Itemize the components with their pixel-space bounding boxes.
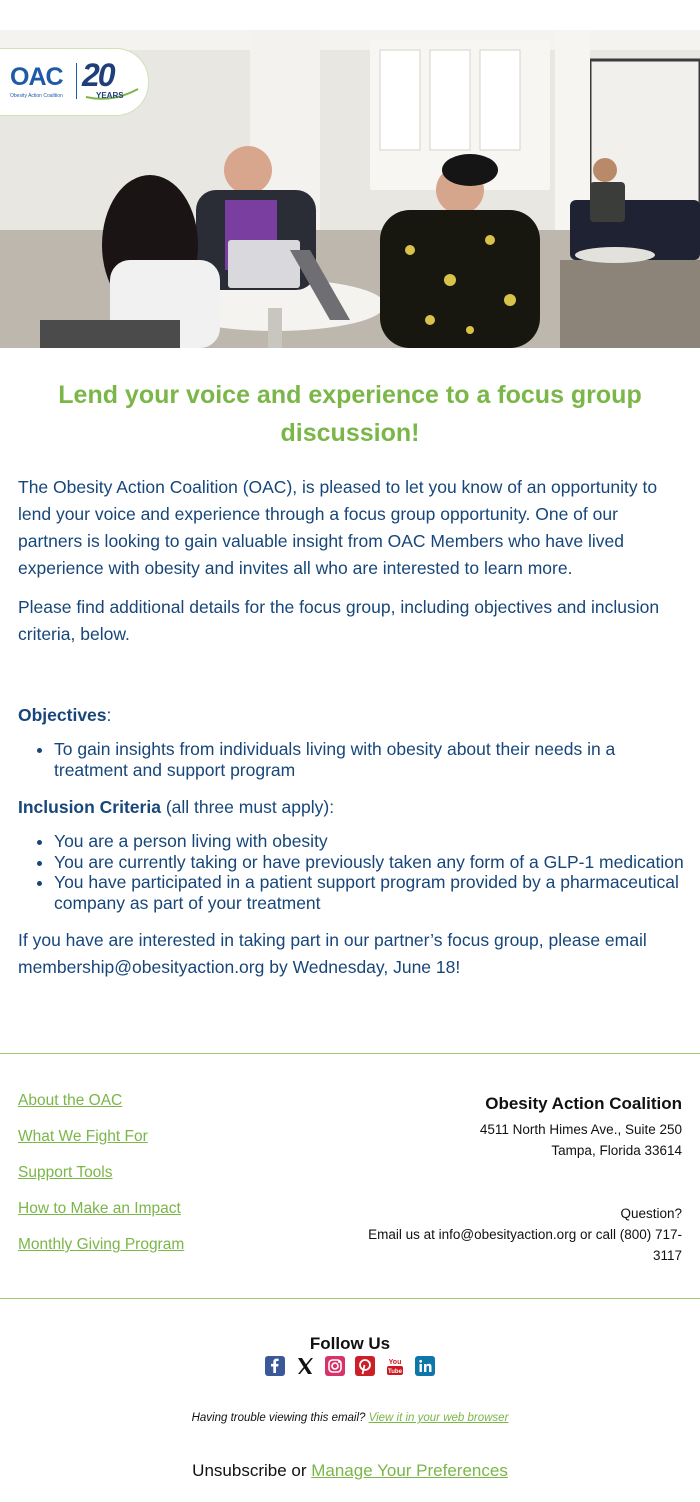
- org-name: Obesity Action Coalition: [485, 1094, 682, 1113]
- list-item: • You are a person living with obesity: [54, 831, 686, 852]
- list-item: • You have participated in a patient support program provided by a pharmaceutical company as part of your treatment: [54, 872, 686, 913]
- unsubscribe-or: or: [286, 1461, 312, 1480]
- inclusion-label: Inclusion Criteria: [18, 797, 161, 817]
- objectives-list: [18, 739, 686, 780]
- linkedin-icon[interactable]: [415, 1356, 435, 1376]
- intro-paragraph: The Obesity Action Coalition (OAC), is pleased to let you know of an opportunity to lend your voice and experience through a focus group opportunity. One of our partners is looking to gain valuable insight from OAC Members who have lived experience with obesity and invites all who are interested to learn more.: [18, 477, 658, 578]
- svg-text:Tube: Tube: [388, 1369, 402, 1375]
- address-line-1: 4511 North Himes Ave., Suite 250: [479, 1122, 682, 1137]
- logo-anniversary-number: 20: [82, 57, 114, 93]
- instagram-icon[interactable]: [325, 1356, 345, 1376]
- footer-link-monthly-giving[interactable]: Monthly Giving Program: [18, 1236, 185, 1253]
- social-divider: [0, 1298, 700, 1299]
- logo-subtitle: Obesity Action Coalition: [10, 93, 63, 99]
- cta-text-before: If you have are interested in taking part in our partner’s focus group, please email: [18, 930, 647, 950]
- manage-preferences-link[interactable]: Manage Your Preferences: [311, 1461, 508, 1480]
- list-item: • To gain insights from individuals living with obesity about their needs in a treatment and support program: [54, 739, 686, 780]
- question-label: Question?: [620, 1206, 682, 1221]
- logo-oac-letters: OAC: [10, 63, 63, 91]
- cta-text-after: by Wednesday, June 18!: [264, 957, 461, 977]
- email-body: [18, 474, 686, 993]
- cta-paragraph: [18, 927, 686, 981]
- pinterest-icon[interactable]: [355, 1356, 375, 1376]
- page-title: Lend your voice and experience to a focus group discussion!: [58, 381, 642, 447]
- facebook-icon[interactable]: [265, 1356, 285, 1376]
- oac-20-years-logo: [0, 48, 149, 116]
- footer-link-about[interactable]: About the OAC: [18, 1092, 123, 1109]
- objectives-colon: :: [106, 705, 112, 725]
- details-paragraph: Please find additional details for the focus group, including objectives and inclusion criteria, below.: [18, 597, 660, 644]
- inclusion-list: [18, 831, 686, 913]
- footer-link-what-we-fight-for[interactable]: What We Fight For: [18, 1128, 148, 1145]
- logo-years: YEARS: [96, 91, 124, 100]
- unsubscribe-link[interactable]: Unsubscribe: [192, 1461, 287, 1480]
- inclusion-note: (all three must apply):: [160, 797, 335, 817]
- inclusion-heading: [18, 794, 686, 821]
- social-icons: [264, 1356, 440, 1378]
- youtube-icon[interactable]: [385, 1356, 405, 1376]
- address-line-2: Tampa, Florida 33614: [551, 1143, 682, 1158]
- org-contact-block: [362, 1093, 682, 1266]
- membership-email-link[interactable]: membership@obesityaction.org: [18, 957, 265, 977]
- footer-link-support-tools[interactable]: Support Tools: [18, 1164, 113, 1181]
- hero-image: [0, 30, 700, 348]
- view-in-browser-link[interactable]: View it in your web browser: [368, 1412, 509, 1424]
- trouble-text: Having trouble viewing this email?: [191, 1412, 369, 1424]
- x-icon[interactable]: [295, 1356, 315, 1376]
- unsubscribe-block: [0, 1460, 700, 1481]
- trouble-viewing: [0, 1412, 700, 1424]
- logo-divider: [76, 63, 77, 99]
- list-item: • You are currently taking or have previously taken any form of a GLP-1 medication: [54, 852, 686, 873]
- contact-info: Email us at info@obesityaction.org or call (800) 717-3117: [368, 1227, 682, 1263]
- objectives-heading: [18, 702, 686, 729]
- svg-text:You: You: [388, 1359, 402, 1366]
- objectives-label: Objectives: [18, 705, 107, 725]
- follow-us-heading: Follow Us: [309, 1334, 391, 1353]
- footer-nav: [18, 1092, 184, 1272]
- footer-divider: [0, 1053, 700, 1054]
- footer-link-make-impact[interactable]: How to Make an Impact: [18, 1200, 181, 1217]
